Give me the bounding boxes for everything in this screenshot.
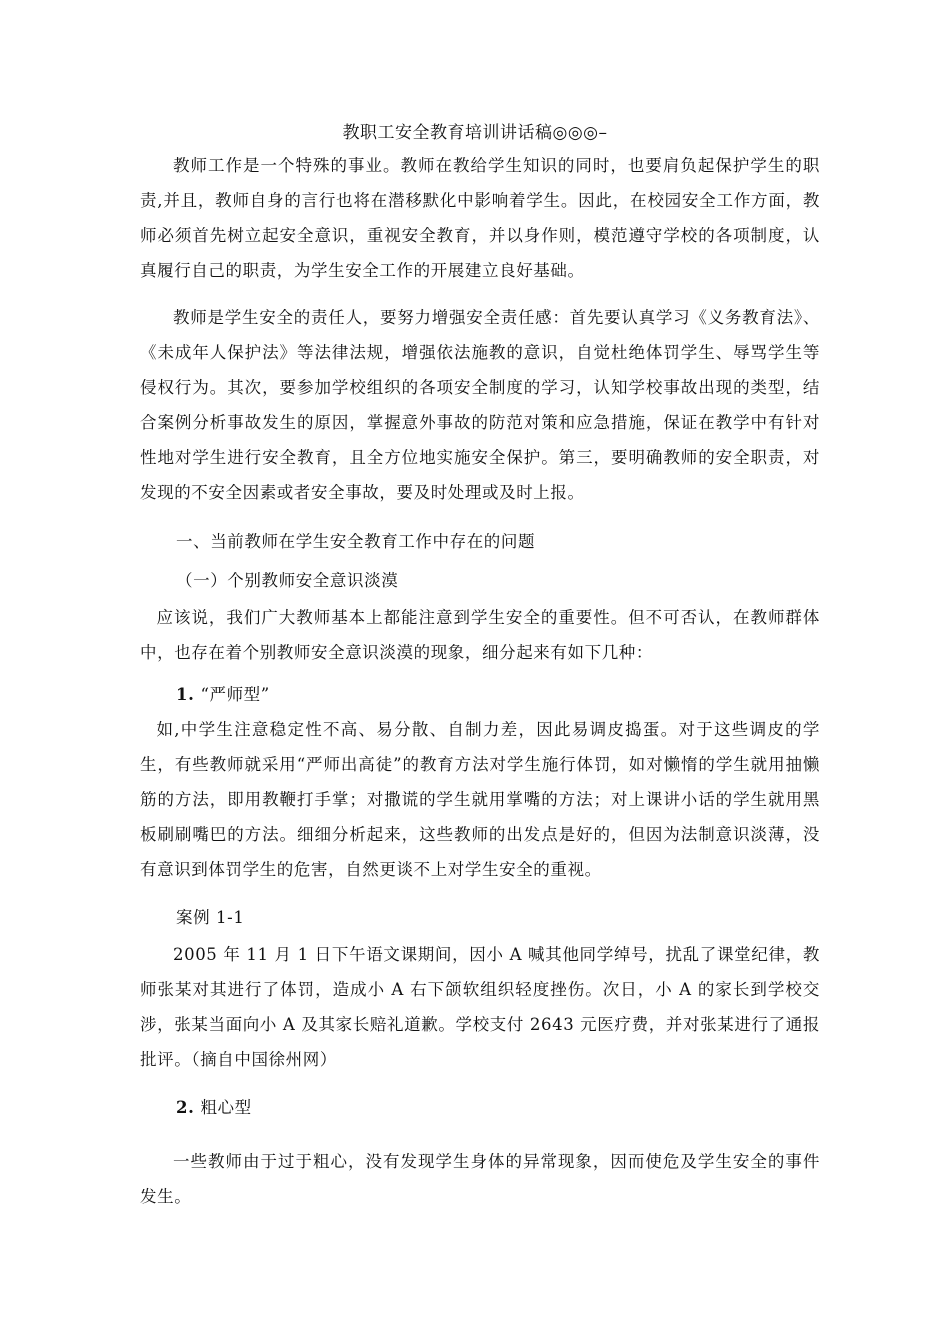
paragraph-teacher-work: 教师工作是一个特殊的事业。教师在教给学生知识的同时，也要肩负起保护学生的职责,并且，教师自身的言行也将在潜移默化中影响着学生。因此，在校园安全工作方面，教师必须首先树立起安全意识，重视安全教育，并以身作则，模范遵守学校的各项制度，认真履行自己的职责，为学生安全工作的开展建立良好基础。 [140, 156, 820, 280]
list-number: 2. [176, 1098, 195, 1117]
paragraph-case: 2005 年 11 月 1 日下午语文课期间，因小 A 喊其他同学绰号，扰乱了课堂纪律，教师张某对其进行了体罚，造成小 A 右下颌软组织轻度挫伤。次日，小 A 的家长到学校交涉，张某当面向小 A 及其家长赔礼道歉。学校支付 2643 元医疗费，并对张某进行了通报批评。（摘自中国徐州网） [140, 945, 820, 1069]
paragraph-careless-teacher: 一些教师由于过于粗心，没有发现学生身体的异常现象，因而使危及学生安全的事件发生。 [140, 1152, 820, 1206]
document-title: 教职工安全教育培训讲话稿◎◎◎– [342, 123, 608, 143]
list-number: 1. [176, 685, 195, 704]
case-label: 案例 1-1 [176, 908, 245, 927]
list-label: 粗心型 [200, 1098, 252, 1117]
list-item-careless-teacher [176, 1090, 252, 1125]
paragraph-awareness-intro: 应该说，我们广大教师基本上都能注意到学生安全的重要性。但不可否认，在教师群体中，也存在着个别教师安全意识淡漠的现象，细分起来有如下几种： [140, 608, 820, 662]
paragraph-teacher-responsibility: 教师是学生安全的责任人，要努力增强安全责任感：首先要认真学习《义务教育法》、《未成年人保护法》等法律法规，增强依法施教的意识，自觉杜绝体罚学生、辱骂学生等侵权行为。其次，要参加学校组织的各项安全制度的学习，认知学校事故出现的类型，结合案例分析事故发生的原因，掌握意外事故的防范对策和应急措施，保证在教学中有针对性地对学生进行安全教育，且全方位地实施安全保护。第三，要明确教师的安全职责，对发现的不安全因素或者安全事故，要及时处理或及时上报。 [140, 308, 820, 502]
list-item-strict-teacher [176, 677, 270, 712]
paragraph-strict-teacher: 如,中学生注意稳定性不高、易分散、自制力差，因此易调皮捣蛋。对于这些调皮的学生，有些教师就采用“严师出高徒”的教育方法对学生施行体罚，如对懒惰的学生就用抽懒筋的方法，即用教鞭打手掌；对撒谎的学生就用掌嘴的方法；对上课讲小话的学生就用黑板刷刷嘴巴的方法。细细分析起来，这些教师的出发点是好的，但因为法制意识淡薄，没有意识到体罚学生的危害，自然更谈不上对学生安全的重视。 [140, 720, 820, 879]
subsection-heading-awareness: （一）个别教师安全意识淡漠 [176, 571, 399, 590]
list-label: “严师型” [200, 685, 270, 704]
section-heading-problems: 一、当前教师在学生安全教育工作中存在的问题 [176, 532, 536, 551]
